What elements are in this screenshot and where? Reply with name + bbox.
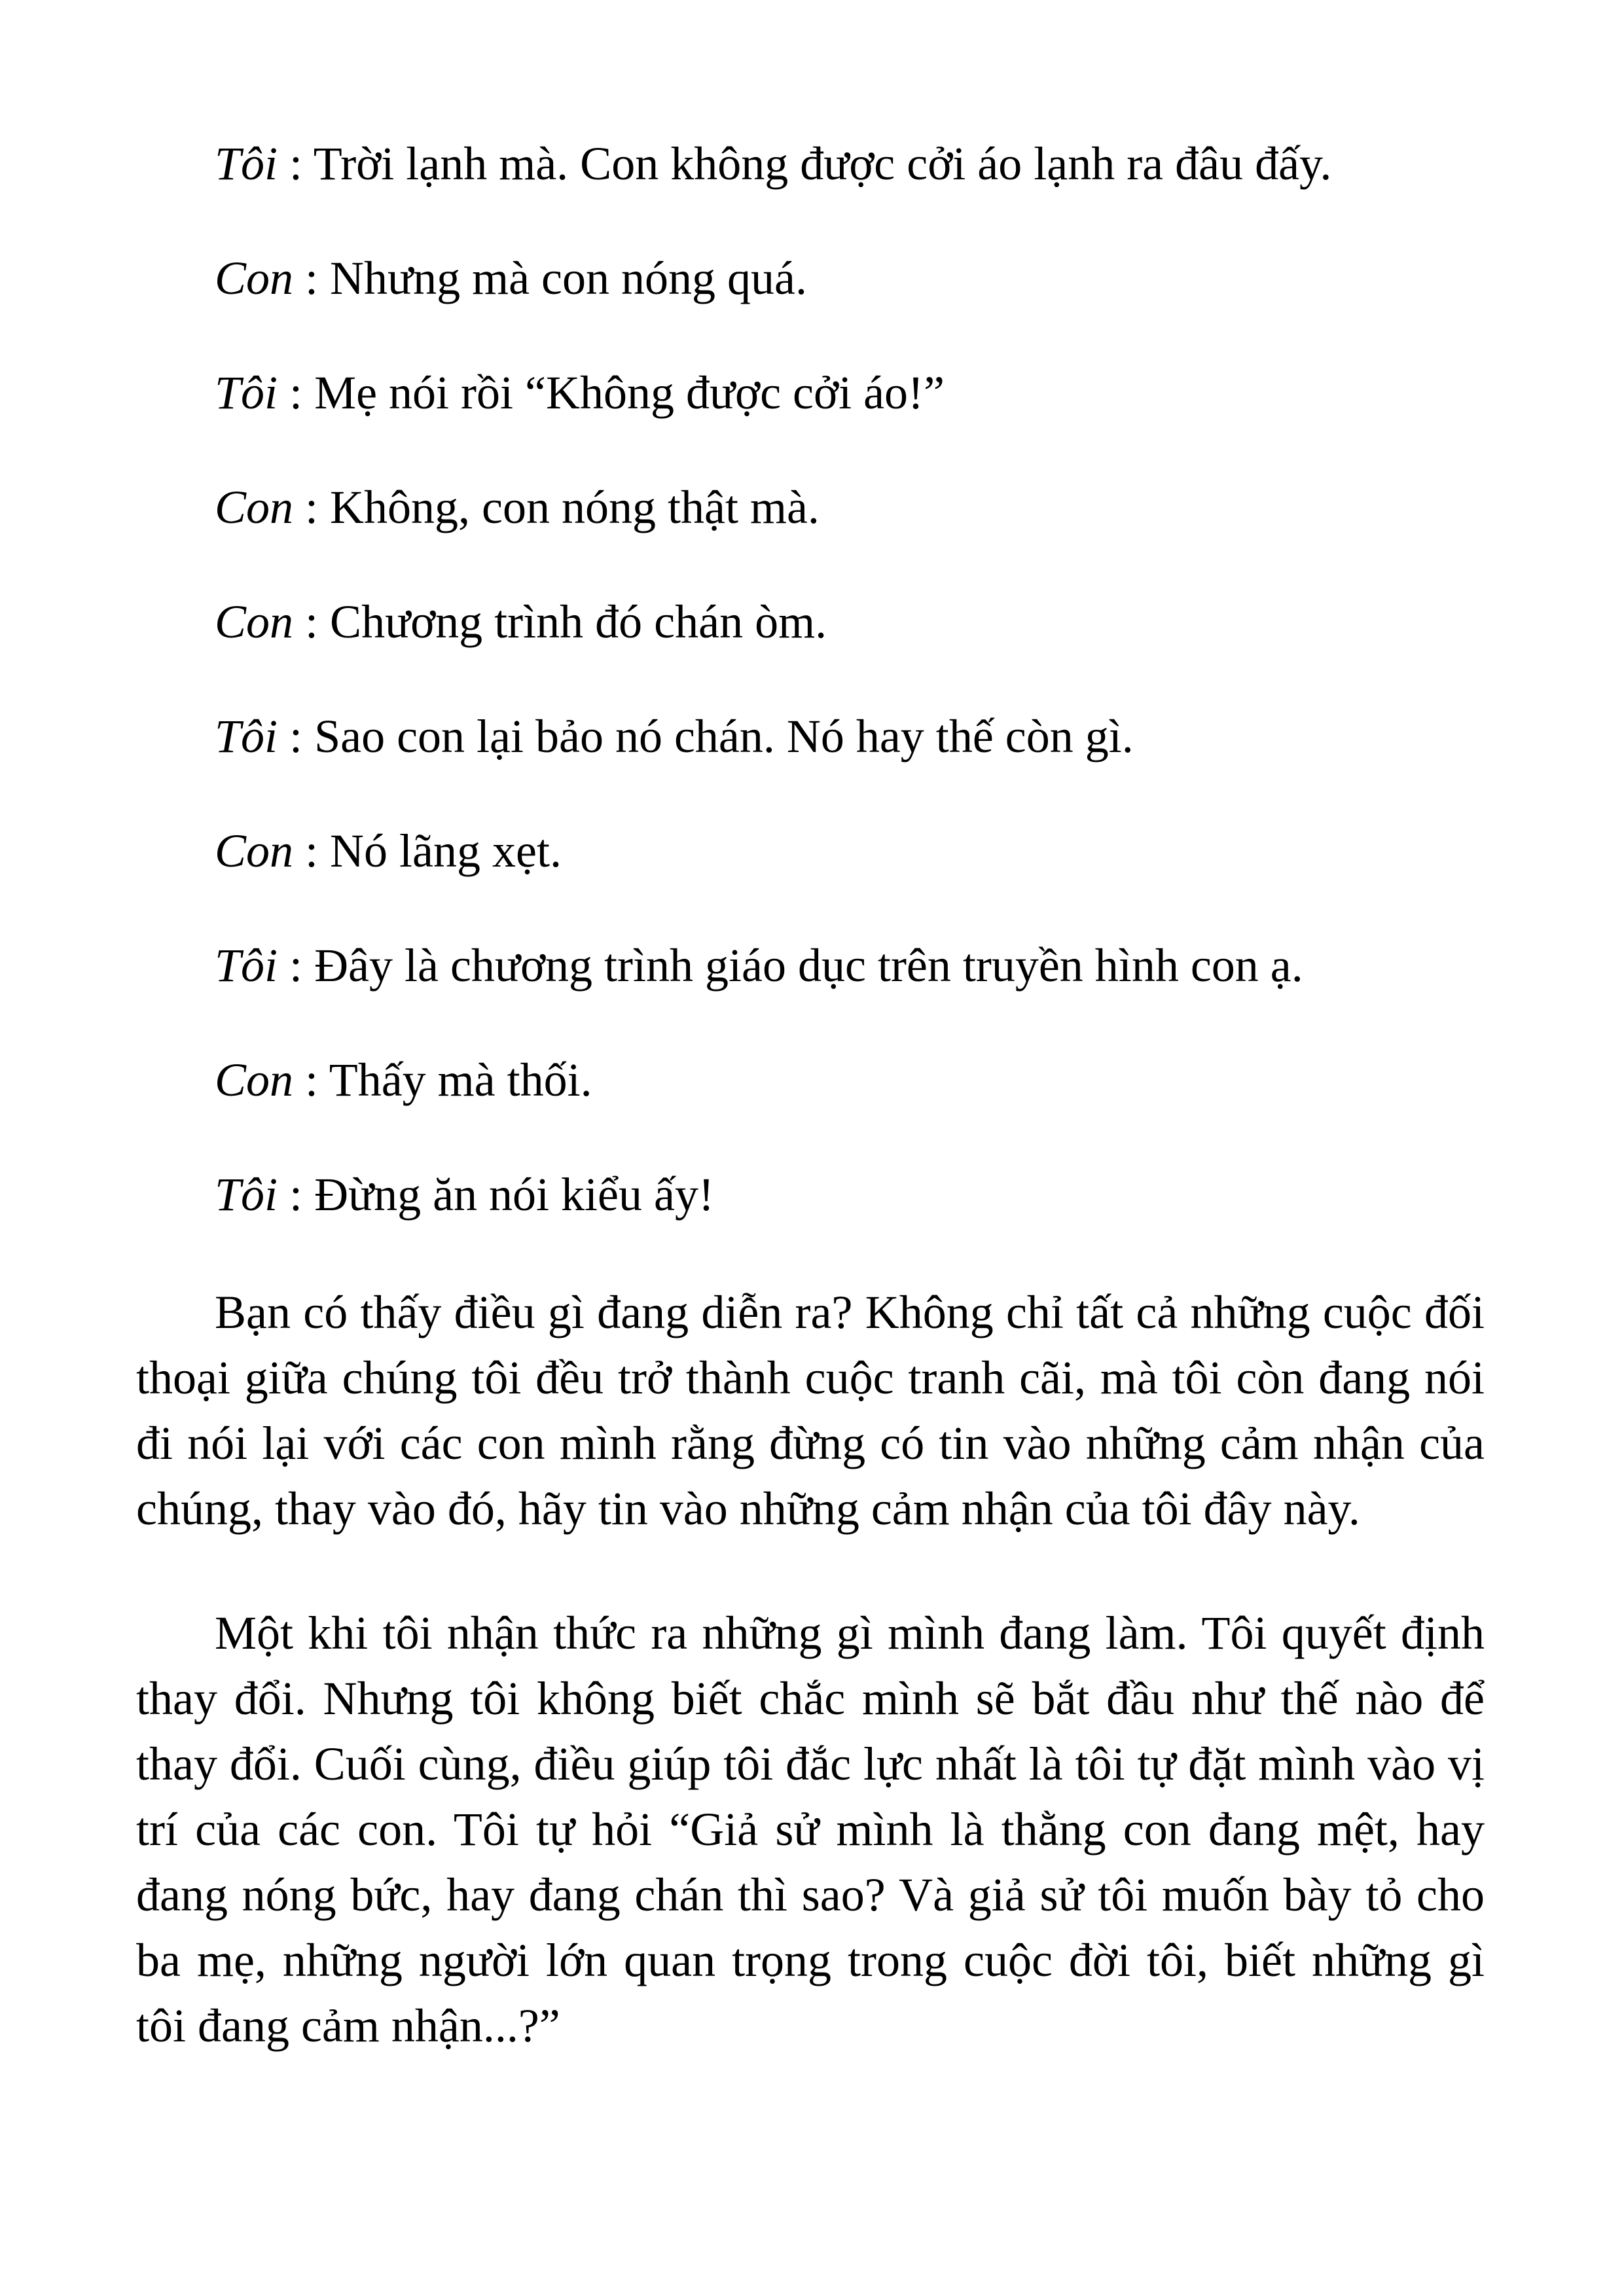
dialogue-text: Thấy mà thối. — [329, 1054, 592, 1106]
dialogue-text: Chương trình đó chán òm. — [330, 596, 827, 648]
dialogue-line — [215, 131, 1491, 245]
speaker-separator: : — [278, 1168, 315, 1221]
speaker-label: Con — [215, 252, 294, 304]
speaker-separator: : — [278, 939, 315, 992]
dialogue-text: Nhưng mà con nóng quá. — [330, 252, 807, 304]
dialogue-text: Đừng ăn nói kiểu ấy! — [314, 1168, 714, 1221]
dialogue-line — [215, 933, 1491, 1047]
dialogue-line — [215, 475, 1491, 589]
dialogue-line — [215, 704, 1491, 818]
dialogue-line — [215, 589, 1491, 704]
dialogue-line — [215, 1162, 1491, 1276]
dialogue-text: Mẹ nói rồi “Không được cởi áo!” — [314, 367, 945, 419]
body-paragraph: Một khi tôi nhận thức ra những gì mình đang làm. Tôi quyết định thay đổi. Nhưng tôi không biết chắc mình sẽ bắt đầu như thế nào để thay đổi. Cuối cùng, điều giúp tôi đắc lực nhất là tôi tự đặt mình vào vị trí của các con. Tôi tự hỏi “Giả sử mình là thằng con đang mệt, hay đang nóng bức, hay đang chán thì sao? Và giả sử tôi muốn bày tỏ cho ba mẹ, những người lớn quan trọng trong cuộc đời tôi, biết những gì tôi đang cảm nhận...?” — [136, 1607, 1485, 2052]
speaker-separator: : — [278, 137, 314, 190]
speaker-separator: : — [293, 252, 331, 304]
dialogue-line — [215, 1047, 1491, 1162]
dialogue-line — [215, 245, 1491, 360]
speaker-label: Tôi — [215, 710, 278, 762]
speaker-separator: : — [293, 596, 331, 648]
speaker-label: Con — [215, 481, 294, 533]
dialogue-text: Trời lạnh mà. Con không được cởi áo lạnh ra đâu đấy. — [313, 137, 1332, 190]
dialogue-text: Đây là chương trình giáo dục trên truyền hình con ạ. — [314, 939, 1303, 992]
dialogue-text: Sao con lại bảo nó chán. Nó hay thế còn gì. — [314, 710, 1134, 762]
speaker-separator: : — [293, 1054, 329, 1106]
dialogue-list — [215, 131, 1491, 1276]
dialogue-line — [215, 360, 1491, 475]
speaker-separator: : — [293, 481, 331, 533]
dialogue-text: Không, con nóng thật mà. — [330, 481, 820, 533]
speaker-label: Con — [215, 825, 294, 877]
dialogue-line — [215, 818, 1491, 933]
speaker-label: Tôi — [215, 367, 278, 419]
speaker-label: Con — [215, 596, 294, 648]
speaker-label: Tôi — [215, 939, 278, 992]
speaker-label: Tôi — [215, 137, 278, 190]
speaker-separator: : — [278, 367, 315, 419]
speaker-label: Con — [215, 1054, 294, 1106]
body-paragraph: Bạn có thấy điều gì đang diễn ra? Không chỉ tất cả những cuộc đối thoại giữa chúng tôi đều trở thành cuộc tranh cãi, mà tôi còn đang nói đi nói lại với các con mình rằng đừng có tin vào những cảm nhận của chúng, thay vào đó, hãy tin vào những cảm nhận của tôi đây này. — [136, 1286, 1485, 1535]
speaker-separator: : — [293, 825, 331, 877]
dialogue-text: Nó lãng xẹt. — [330, 825, 562, 877]
speaker-label: Tôi — [215, 1168, 278, 1221]
speaker-separator: : — [278, 710, 315, 762]
